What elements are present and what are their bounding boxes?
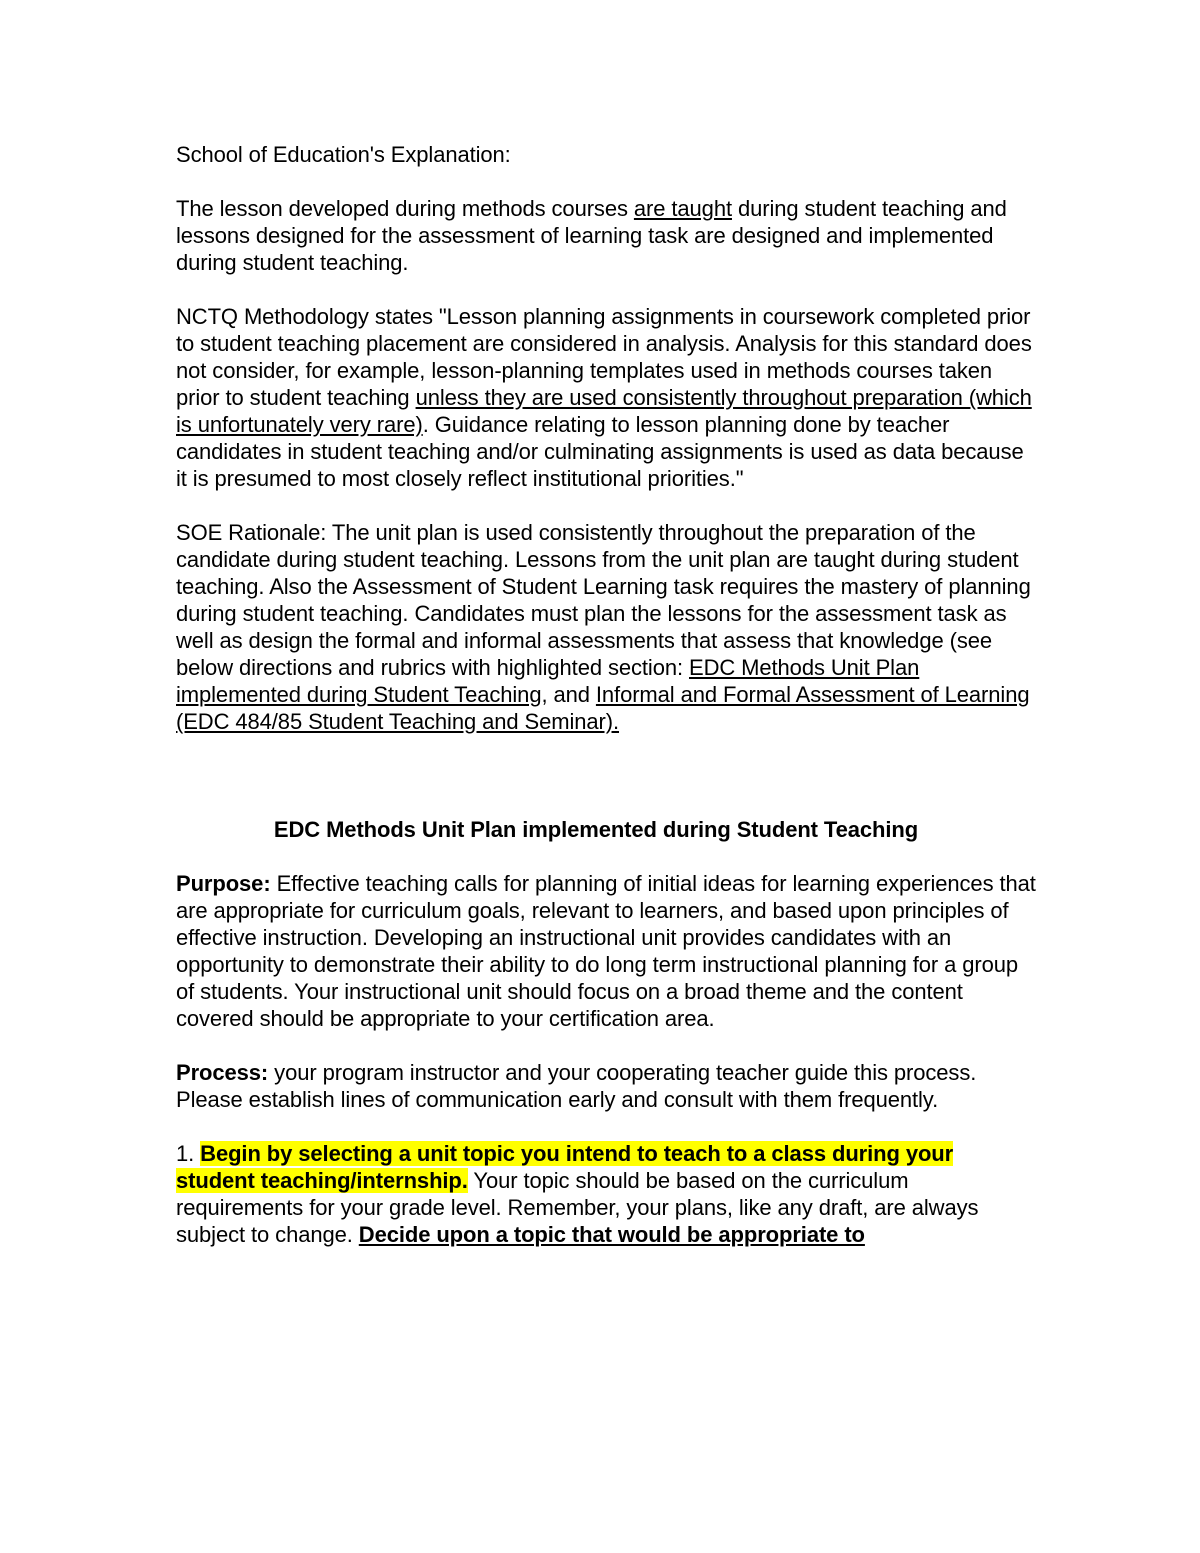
heading-explanation: School of Education's Explanation: — [176, 142, 511, 167]
underlined-text: Informal and Formal Assessment of Learning (EDC 484/85 Student Teaching and Seminar). — [176, 682, 1030, 734]
underlined-text: unless they are used consistently throughout preparation (which is unfortunately very rare) — [176, 385, 1032, 437]
text-run: The lesson developed during methods courses — [176, 196, 634, 221]
underlined-text: EDC Methods Unit Plan implemented during Student Teaching — [176, 655, 920, 707]
document-page — [176, 141, 1036, 1248]
text-run: during student teaching and lessons designed for the assessment of learning task are designed and implemented during student teaching. — [176, 196, 1007, 275]
process-label: Process: — [176, 1060, 269, 1085]
bold-underlined-instruction: Decide upon a topic that would be appropriate to — [358, 1222, 865, 1247]
underlined-text: are taught — [633, 196, 732, 221]
paragraph-process — [176, 1059, 1036, 1113]
text-run: Your topic should be based on the curriculum requirements for your grade level. Remember, your plans, like any draft, are always subject to change. — [176, 1168, 979, 1247]
text-run: , and — [541, 682, 596, 707]
text-run: your program instructor and your cooperating teacher guide this process. Please establish lines of communication early and consult with them frequently. — [176, 1060, 977, 1112]
section-title: EDC Methods Unit Plan implemented during Student Teaching — [273, 817, 919, 842]
paragraph-step-1 — [176, 1140, 1036, 1248]
step-number: 1. — [176, 1141, 201, 1166]
purpose-label: Purpose: — [176, 871, 271, 896]
text-run: NCTQ Methodology states "Lesson planning assignments in coursework completed prior to student teaching placement are considered in analysis. Analysis for this standard does not consider, for example, lesson-planning templates used in methods courses taken prior to student teaching — [176, 304, 1032, 410]
text-run: SOE Rationale: The unit plan is used consistently throughout the preparation of the candidate during student teaching. Lessons from the unit plan are taught during student teaching. Also the Assessment of Student Learning task requires the mastery of planning during student teaching. Candidates must plan the lessons for the assessment task as well as design the formal and informal assessments that assess that knowledge (see below directions and rubrics with highlighted section: — [176, 520, 1031, 680]
paragraph-soe-rationale — [176, 519, 1036, 735]
paragraph-nctq-methodology — [176, 303, 1036, 492]
paragraph-purpose — [176, 870, 1036, 1032]
highlighted-instruction: Begin by selecting a unit topic you intend to teach to a class during your student teaching/internship. — [176, 1141, 954, 1193]
paragraph-lesson-developed — [176, 195, 1036, 276]
text-run: Effective teaching calls for planning of initial ideas for learning experiences that are appropriate for curriculum goals, relevant to learners, and based upon principles of effective instruction. Developing an instructional unit provides candidates with an opportunity to demonstrate their ability to do long term instructional planning for a group of students. Your instructional unit should focus on a broad theme and the content covered should be appropriate to your certification area. — [176, 871, 1036, 1031]
text-run: . Guidance relating to lesson planning done by teacher candidates in student teaching and/or culminating assignments is used as data because it is presumed to most closely reflect institutional priorities." — [176, 412, 1024, 491]
